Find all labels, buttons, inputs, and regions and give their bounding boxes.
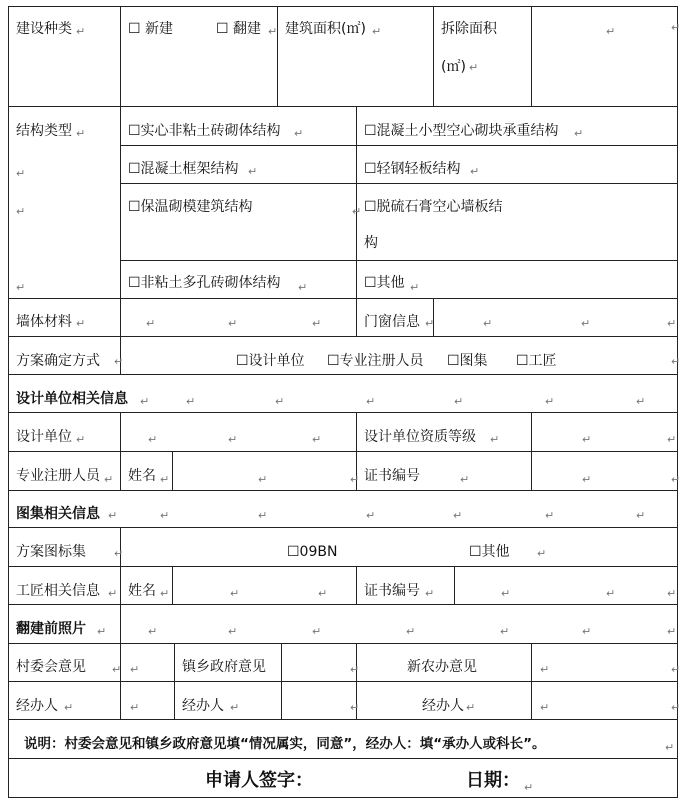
paragraph-mark: ↵ bbox=[312, 625, 322, 638]
paragraph-mark: ↵ bbox=[582, 433, 592, 446]
paragraph-mark: ↵ bbox=[108, 509, 118, 522]
paragraph-mark: ↵ bbox=[230, 587, 240, 600]
structure-option[interactable]: ☐保温砌模建筑结构 bbox=[128, 199, 253, 215]
col-line bbox=[277, 6, 278, 106]
craftsman-name-label: 姓名 bbox=[128, 583, 156, 599]
col-line bbox=[120, 412, 121, 451]
col-line bbox=[356, 566, 357, 604]
paragraph-mark: ↵ bbox=[186, 395, 196, 408]
paragraph-mark: ↵ bbox=[298, 281, 308, 294]
paragraph-mark: ↵ bbox=[350, 663, 360, 676]
handler-value-office[interactable] bbox=[538, 694, 670, 714]
border-top bbox=[8, 6, 677, 7]
col-line bbox=[120, 6, 121, 106]
paragraph-mark: ↵ bbox=[540, 663, 550, 676]
paragraph-mark: ↵ bbox=[16, 205, 26, 218]
plan-design-unit-checkbox[interactable]: ☐设计单位 bbox=[236, 353, 305, 369]
handler-value-town[interactable] bbox=[288, 694, 350, 714]
paragraph-mark: ↵ bbox=[114, 547, 124, 560]
structure-option[interactable]: ☐脱硫石膏空心墙板结 bbox=[364, 199, 503, 215]
row-line bbox=[8, 374, 677, 375]
paragraph-mark: ↵ bbox=[483, 317, 493, 330]
paragraph-mark: ↵ bbox=[636, 509, 646, 522]
paragraph-mark: ↵ bbox=[469, 61, 479, 74]
registrant-cert-value[interactable] bbox=[540, 464, 670, 484]
paragraph-mark: ↵ bbox=[540, 701, 550, 714]
paragraph-mark: ↵ bbox=[140, 395, 150, 408]
paragraph-mark: ↵ bbox=[160, 509, 170, 522]
registrant-name-label: 姓名 bbox=[128, 468, 156, 484]
plan-atlas-checkbox[interactable]: ☐图集 bbox=[447, 353, 488, 369]
applicant-signature-value[interactable] bbox=[318, 770, 448, 792]
demolish-area-unit: (㎡) bbox=[441, 59, 466, 75]
paragraph-mark: ↵ bbox=[258, 509, 268, 522]
paragraph-mark: ↵ bbox=[228, 317, 238, 330]
demolish-area-label: 拆除面积 bbox=[441, 21, 497, 37]
plan-craftsman-checkbox[interactable]: ☐工匠 bbox=[516, 353, 557, 369]
paragraph-mark: ↵ bbox=[268, 25, 278, 38]
col-line bbox=[356, 298, 357, 336]
craftsman-cert-value[interactable] bbox=[462, 579, 667, 599]
paragraph-mark: ↵ bbox=[665, 741, 675, 754]
town-opinion-label: 镇乡政府意见 bbox=[182, 659, 266, 675]
structure-type-label: 结构类型 bbox=[16, 123, 72, 139]
door-window-value[interactable] bbox=[443, 310, 668, 330]
paragraph-mark: ↵ bbox=[104, 473, 114, 486]
border-left bbox=[8, 6, 9, 798]
col-line bbox=[531, 643, 532, 719]
handler-label-town: 经办人 bbox=[182, 698, 224, 714]
atlas-section-title: 图集相关信息 bbox=[16, 506, 100, 522]
structure-option[interactable]: ☐混凝土小型空心砌块承重结构 bbox=[364, 123, 559, 139]
paragraph-mark: ↵ bbox=[352, 205, 362, 218]
border-right bbox=[677, 6, 678, 798]
col-line bbox=[356, 106, 357, 298]
structure-option[interactable]: ☐混凝土框架结构 bbox=[128, 161, 239, 177]
paragraph-mark: ↵ bbox=[606, 25, 616, 38]
row-line bbox=[8, 643, 677, 644]
paragraph-mark: ↵ bbox=[425, 317, 435, 330]
instruction-note: 说明：村委会意见和镇乡政府意见填“情况属实，同意”，经办人：填“承办人或科长”。 bbox=[24, 736, 546, 752]
row-line bbox=[8, 604, 677, 605]
structure-option[interactable]: ☐轻钢轻板结构 bbox=[364, 161, 461, 177]
paragraph-mark: ↵ bbox=[148, 433, 158, 446]
paragraph-mark: ↵ bbox=[228, 433, 238, 446]
col-line bbox=[172, 566, 173, 604]
structure-option[interactable]: ☐非粘土多孔砖砌体结构 bbox=[128, 275, 281, 291]
paragraph-mark: ↵ bbox=[97, 625, 107, 638]
paragraph-mark: ↵ bbox=[582, 473, 592, 486]
paragraph-mark: ↵ bbox=[667, 587, 677, 600]
paragraph-mark: ↵ bbox=[112, 663, 122, 676]
registrant-label: 专业注册人员 bbox=[16, 468, 100, 484]
structure-option[interactable]: ☐其他 bbox=[364, 275, 405, 291]
paragraph-mark: ↵ bbox=[671, 663, 681, 676]
craftsman-cert-label: 证书编号 bbox=[364, 583, 420, 599]
col-line bbox=[433, 6, 434, 106]
paragraph-mark: ↵ bbox=[366, 395, 376, 408]
row-line bbox=[8, 106, 677, 107]
paragraph-mark: ↵ bbox=[130, 663, 140, 676]
paragraph-mark: ↵ bbox=[350, 473, 360, 486]
paragraph-mark: ↵ bbox=[425, 587, 435, 600]
paragraph-mark: ↵ bbox=[537, 547, 547, 560]
row-line bbox=[8, 451, 677, 452]
structure-option-wrap: 构 bbox=[364, 235, 378, 251]
paragraph-mark: ↵ bbox=[581, 317, 591, 330]
atlas-other-checkbox[interactable]: ☐其他 bbox=[469, 544, 510, 560]
office-opinion-value[interactable] bbox=[538, 655, 670, 675]
paragraph-mark: ↵ bbox=[76, 433, 86, 446]
col-line bbox=[120, 298, 121, 336]
construction-type-label: 建设种类 bbox=[16, 21, 72, 37]
paragraph-mark: ↵ bbox=[500, 625, 510, 638]
col-line bbox=[172, 451, 173, 490]
town-opinion-value[interactable] bbox=[288, 655, 350, 675]
row-line bbox=[8, 681, 677, 682]
paragraph-mark: ↵ bbox=[312, 317, 322, 330]
paragraph-mark: ↵ bbox=[574, 127, 584, 140]
row-line bbox=[120, 183, 677, 184]
paragraph-mark: ↵ bbox=[671, 355, 681, 368]
paragraph-mark: ↵ bbox=[667, 317, 677, 330]
rebuild-checkbox[interactable]: ☐ 翻建 bbox=[216, 21, 262, 37]
design-unit-label: 设计单位 bbox=[16, 429, 72, 445]
handler-label-office: 经办人 bbox=[422, 698, 464, 714]
paragraph-mark: ↵ bbox=[501, 587, 511, 600]
atlas-09bn-checkbox[interactable]: ☐09BN bbox=[287, 544, 338, 560]
paragraph-mark: ↵ bbox=[606, 587, 616, 600]
wall-material-label: 墙体材料 bbox=[16, 314, 72, 330]
row-line bbox=[8, 298, 677, 299]
paragraph-mark: ↵ bbox=[148, 625, 158, 638]
door-window-label: 门窗信息 bbox=[364, 314, 420, 330]
row-line bbox=[120, 145, 677, 146]
paragraph-mark: ↵ bbox=[466, 701, 476, 714]
date-value[interactable] bbox=[522, 770, 662, 792]
col-line bbox=[174, 643, 175, 719]
col-line bbox=[356, 412, 357, 451]
applicant-signature-label: 申请人签字： bbox=[205, 770, 313, 791]
col-line bbox=[120, 604, 121, 643]
paragraph-mark: ↵ bbox=[16, 281, 26, 294]
paragraph-mark: ↵ bbox=[318, 587, 328, 600]
col-line bbox=[120, 106, 121, 298]
col-line bbox=[531, 451, 532, 490]
demolish-area-value[interactable] bbox=[545, 30, 665, 50]
office-opinion-label: 新农办意见 bbox=[407, 659, 477, 675]
paragraph-mark: ↵ bbox=[228, 625, 238, 638]
paragraph-mark: ↵ bbox=[108, 587, 118, 600]
paragraph-mark: ↵ bbox=[671, 473, 681, 486]
paragraph-mark: ↵ bbox=[460, 473, 470, 486]
paragraph-mark: ↵ bbox=[372, 25, 382, 38]
paragraph-mark: ↵ bbox=[366, 509, 376, 522]
paragraph-mark: ↵ bbox=[275, 395, 285, 408]
paragraph-mark: ↵ bbox=[76, 25, 86, 38]
paragraph-mark: ↵ bbox=[636, 395, 646, 408]
paragraph-mark: ↵ bbox=[64, 701, 74, 714]
paragraph-mark: ↵ bbox=[410, 281, 420, 294]
paragraph-mark: ↵ bbox=[470, 165, 480, 178]
row-line bbox=[8, 758, 677, 759]
paragraph-mark: ↵ bbox=[453, 509, 463, 522]
paragraph-mark: ↵ bbox=[454, 395, 464, 408]
date-label: 日期： bbox=[466, 770, 520, 791]
paragraph-mark: ↵ bbox=[146, 317, 156, 330]
col-line bbox=[120, 566, 121, 604]
paragraph-mark: ↵ bbox=[545, 395, 555, 408]
paragraph-mark: ↵ bbox=[524, 781, 534, 794]
paragraph-mark: ↵ bbox=[667, 625, 677, 638]
paragraph-mark: ↵ bbox=[16, 167, 26, 180]
paragraph-mark: ↵ bbox=[258, 473, 268, 486]
paragraph-mark: ↵ bbox=[230, 701, 240, 714]
row-line bbox=[8, 566, 677, 567]
paragraph-mark: ↵ bbox=[667, 433, 677, 446]
paragraph-mark: ↵ bbox=[671, 701, 681, 714]
design-grade-value[interactable] bbox=[540, 425, 670, 445]
paragraph-mark: ↵ bbox=[294, 127, 304, 140]
design-section-title: 设计单位相关信息 bbox=[16, 391, 128, 407]
row-line bbox=[8, 412, 677, 413]
paragraph-mark: ↵ bbox=[160, 473, 170, 486]
col-line bbox=[281, 643, 282, 719]
paragraph-mark: ↵ bbox=[76, 127, 86, 140]
registrant-cert-label: 证书编号 bbox=[364, 468, 420, 484]
structure-option[interactable]: ☐实心非粘土砖砌体结构 bbox=[128, 123, 281, 139]
row-line bbox=[8, 527, 677, 528]
row-line bbox=[8, 336, 677, 337]
border-bottom bbox=[8, 797, 677, 798]
paragraph-mark: ↵ bbox=[248, 165, 258, 178]
row-line bbox=[120, 260, 677, 261]
building-area-label: 建筑面积(㎡) bbox=[285, 21, 366, 37]
plan-registrant-checkbox[interactable]: ☐专业注册人员 bbox=[327, 353, 424, 369]
col-line bbox=[531, 6, 532, 106]
paragraph-mark: ↵ bbox=[350, 701, 360, 714]
paragraph-mark: ↵ bbox=[130, 701, 140, 714]
paragraph-mark: ↵ bbox=[490, 433, 500, 446]
handler-label-village: 经办人 bbox=[16, 698, 58, 714]
paragraph-mark: ↵ bbox=[312, 433, 322, 446]
col-line bbox=[120, 643, 121, 719]
photo-label: 翻建前照片 bbox=[16, 621, 86, 637]
col-line bbox=[531, 412, 532, 451]
paragraph-mark: ↵ bbox=[545, 509, 555, 522]
plan-method-label: 方案确定方式 bbox=[16, 353, 100, 369]
paragraph-mark: ↵ bbox=[76, 317, 86, 330]
village-opinion-label: 村委会意见 bbox=[16, 659, 86, 675]
building-area-value[interactable] bbox=[375, 30, 425, 50]
row-line bbox=[8, 490, 677, 491]
paragraph-mark: ↵ bbox=[160, 587, 170, 600]
paragraph-mark: ↵ bbox=[671, 21, 681, 34]
new-build-checkbox[interactable]: ☐ 新建 bbox=[128, 21, 174, 37]
paragraph-mark: ↵ bbox=[582, 625, 592, 638]
col-line bbox=[120, 451, 121, 490]
row-line bbox=[8, 719, 677, 720]
craftsman-label: 工匠相关信息 bbox=[16, 583, 100, 599]
design-grade-label: 设计单位资质等级 bbox=[364, 429, 476, 445]
atlas-label: 方案图标集 bbox=[16, 544, 86, 560]
paragraph-mark: ↵ bbox=[406, 625, 416, 638]
paragraph-mark: ↵ bbox=[114, 355, 124, 368]
col-line bbox=[454, 566, 455, 604]
